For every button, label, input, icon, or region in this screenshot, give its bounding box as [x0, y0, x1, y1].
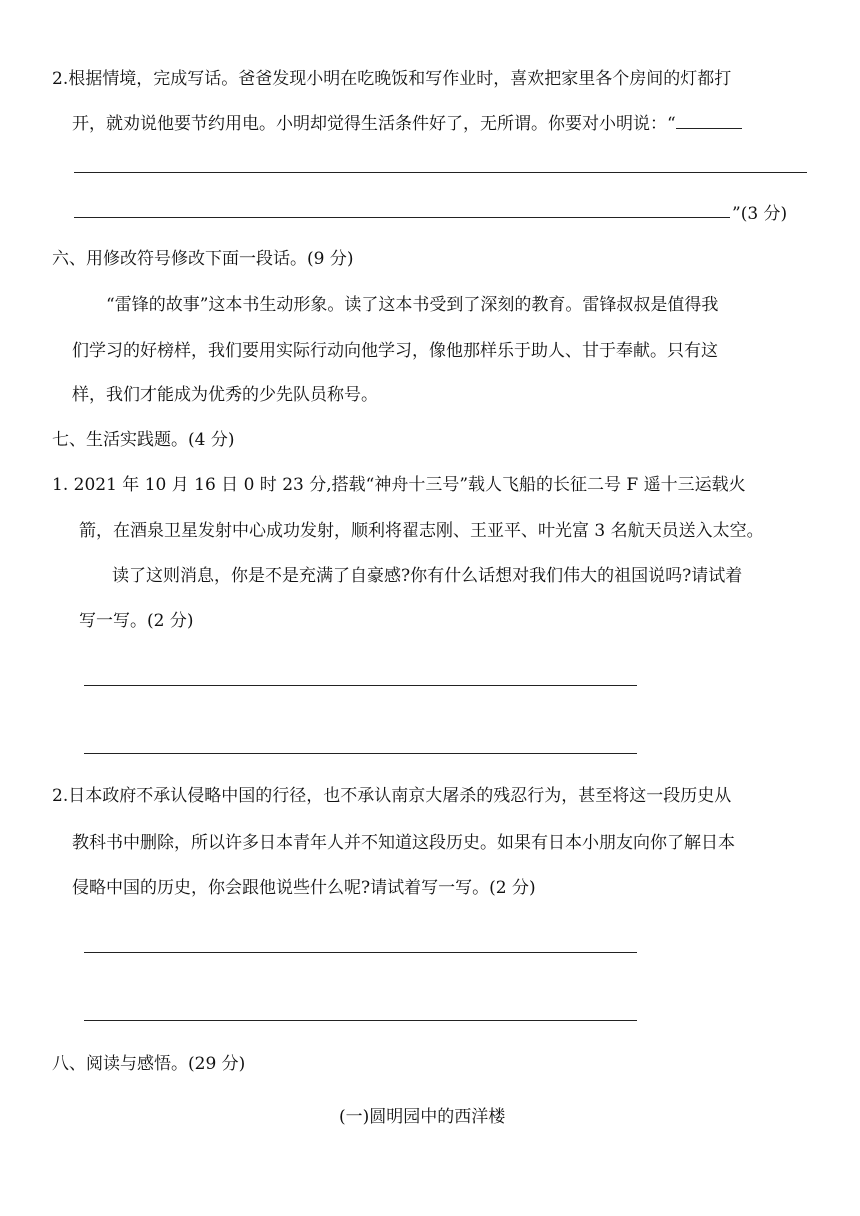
section8-subtitle: (一)圆明园中的西洋楼: [339, 1107, 506, 1127]
q2-text-line2: [72, 109, 742, 134]
q2-text-line2-content: 开，就劝说他要节约用电。小明却觉得生活条件好了，无所谓。你要对小明说：“: [72, 114, 676, 134]
section7-q1-answer-line1[interactable]: [84, 685, 637, 686]
section7-q2-answer-line2[interactable]: [84, 1020, 637, 1021]
q2-answer-line1[interactable]: [74, 172, 807, 173]
section6-heading: 六、用修改符号修改下面一段话。(9 分): [52, 249, 354, 269]
section6-para-line2: 们学习的好榜样，我们要用实际行动向他学习，像他那样乐于助人、甘于奉献。只有这: [72, 341, 718, 361]
section7-q2-line3: 侵略中国的历史，你会跟他说些什么呢?请试着写一写。(2 分): [72, 878, 536, 898]
q2-text-line1: 2.根据情境，完成写话。爸爸发现小明在吃晚饭和写作业时，喜欢把家里各个房间的灯都打: [52, 69, 732, 89]
q2-answer-line2[interactable]: [74, 217, 730, 218]
section7-q2-line1: 2.日本政府不承认侵略中国的行径，也不承认南京大屠杀的残忍行为，甚至将这一段历史从: [52, 786, 732, 806]
section7-q1-line2: 箭，在酒泉卫星发射中心成功发射，顺利将翟志刚、王亚平、叶光富 3 名航天员送入太空。: [79, 521, 764, 541]
section7-q1-answer-line2[interactable]: [84, 753, 637, 754]
q2-answer-blank-inline[interactable]: [676, 114, 742, 129]
section8-heading: 八、阅读与感悟。(29 分): [52, 1054, 246, 1074]
section6-para-line3: 样，我们才能成为优秀的少先队员称号。: [72, 385, 378, 405]
section7-q2-line2: 教科书中删除，所以许多日本青年人并不知道这段历史。如果有日本小朋友向你了解日本: [72, 833, 735, 853]
section7-q1-line1: 1. 2021 年 10 月 16 日 0 时 23 分,搭载“神舟十三号”载人飞船的长征二号 F 遥十三运载火: [52, 475, 746, 495]
section6-para-line1: “雷锋的故事”这本书生动形象。读了这本书受到了深刻的教育。雷锋叔叔是值得我: [106, 295, 719, 315]
section7-heading: 七、生活实践题。(4 分): [52, 430, 235, 450]
section7-q1-line4: 写一写。(2 分): [79, 611, 194, 631]
q2-score: ”(3 分): [732, 204, 788, 224]
section7-q2-answer-line1[interactable]: [84, 952, 637, 953]
section7-q1-line3: 读了这则消息，你是不是充满了自豪感?你有什么话想对我们伟大的祖国说吗?请试着: [112, 566, 743, 586]
